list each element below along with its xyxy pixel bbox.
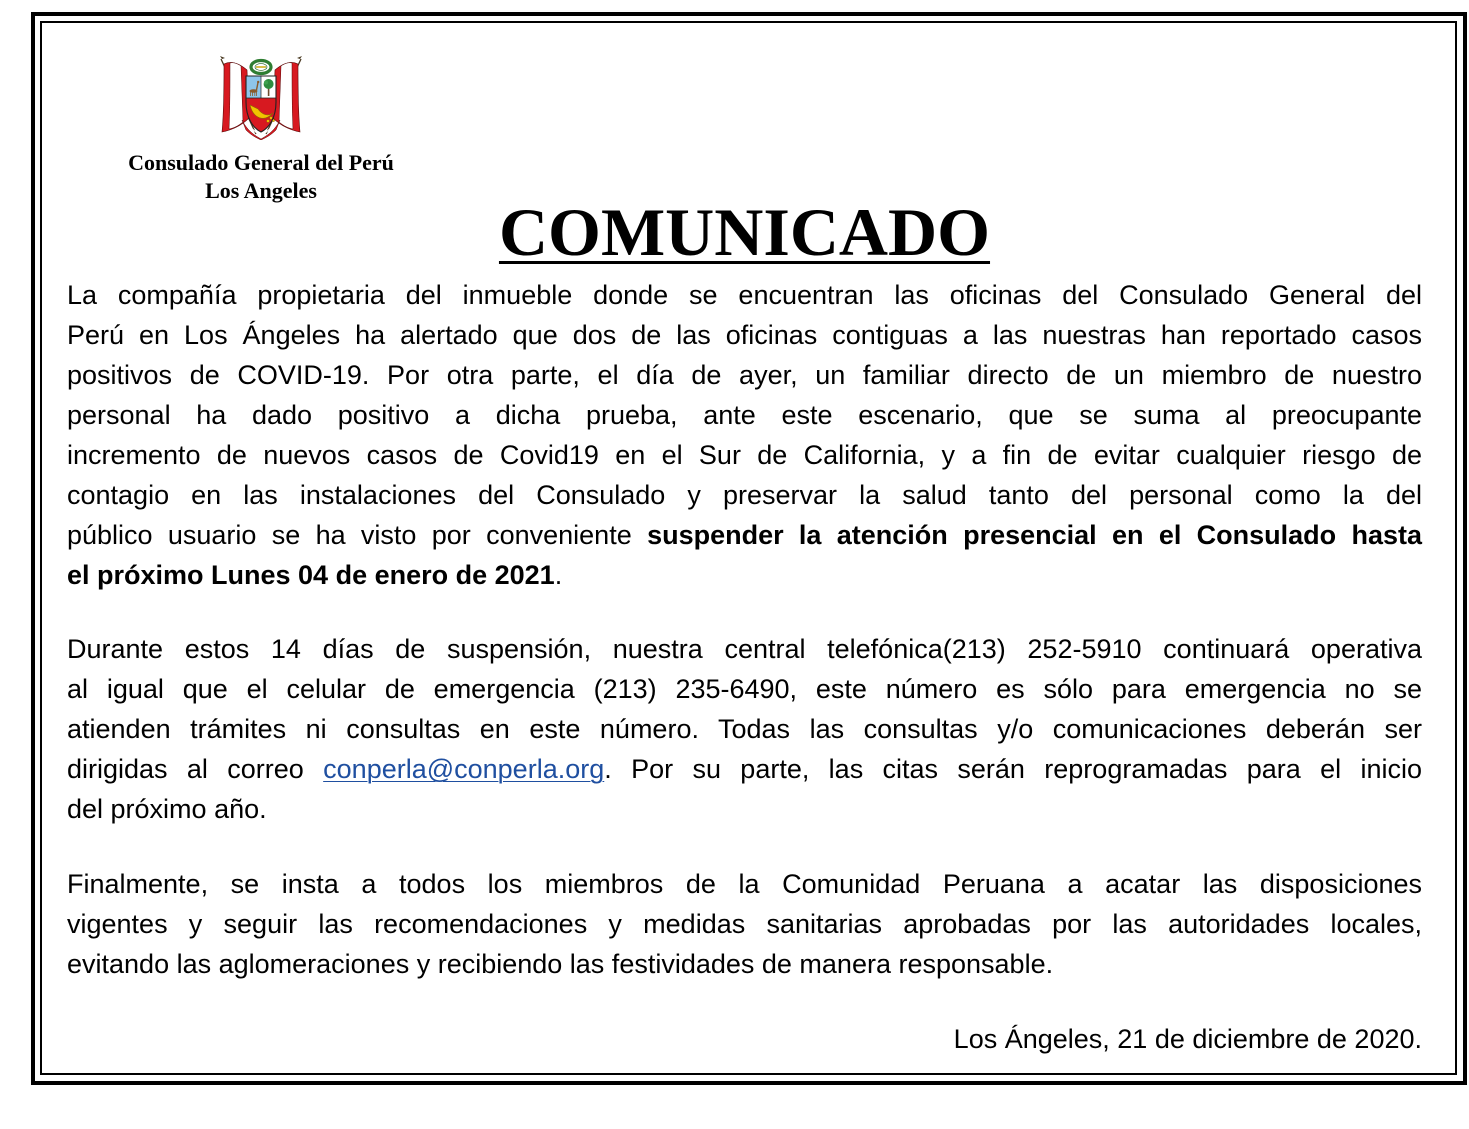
text-line: evitando las aglomeraciones y recibiendo las festividades de manera responsable.: [67, 949, 1054, 979]
text-line: atienden trámites ni consultas en este número. Todas las consultas y/o comunicaciones deberán ser: [67, 714, 1422, 744]
text-line: La compañía propietaria del inmueble donde se encuentran las oficinas del Consulado General del: [67, 280, 1422, 310]
text-line: Perú en Los Ángeles ha alertado que dos de las oficinas contiguas a las nuestras han reportado casos: [67, 320, 1422, 350]
paragraph-suspension-notice: [67, 275, 1422, 595]
bold-reopening-date: el próximo Lunes 04 de enero de 2021: [67, 560, 555, 590]
place-and-date: Los Ángeles, 21 de diciembre de 2020.: [953, 1024, 1422, 1054]
text-line: al igual que el celular de emergencia (213) 235-6490, este número es sólo para emergencia no se: [67, 674, 1422, 704]
paragraph-community-appeal: [67, 864, 1422, 984]
text-line: contagio en las instalaciones del Consulado y preservar la salud tanto del personal como la del: [67, 480, 1422, 510]
text-line: positivos de COVID-19. Por otra parte, el día de ayer, un familiar directo de un miembro de nuestro: [67, 360, 1422, 390]
text-line: personal ha dado positivo a dicha prueba, ante este escenario, que se suma al preocupante: [67, 400, 1422, 430]
text-segment: .: [554, 560, 563, 590]
holm-oak-wreath-icon: [251, 61, 271, 74]
bold-suspension-notice: suspender la atención presencial en el Consulado hasta: [647, 520, 1422, 550]
text-line: incremento de nuevos casos de Covid19 en el Sur de California, y a fin de evitar cualquier riesgo de: [67, 440, 1422, 470]
text-line: Finalmente, se insta a todos los miembros de la Comunidad Peruana a acatar las disposiciones: [67, 869, 1422, 899]
page-title: COMUNICADO: [498, 194, 991, 270]
text-segment: público usuario se ha visto por conveniente: [67, 520, 632, 550]
text-line: [67, 515, 1422, 555]
institution-name: Consulado General del Perú: [128, 150, 394, 175]
consulate-header: [111, 149, 411, 205]
text-line: [67, 749, 1422, 789]
text-segment: . Por su parte, las citas serán reprogramadas para el inicio: [604, 754, 1422, 784]
text-line: del próximo año.: [67, 794, 267, 824]
text-line: Durante estos 14 días de suspensión, nuestra central telefónica(213) 252-5910 continuará operativa: [67, 634, 1422, 664]
text-line: [67, 555, 1422, 595]
communique-body: [67, 275, 1422, 1059]
peru-coat-of-arms-icon: [218, 56, 304, 140]
institution-city: Los Angeles: [205, 178, 317, 203]
paragraph-contact-info: [67, 629, 1422, 829]
text-line: vigentes y seguir las recomendaciones y medidas sanitarias aprobadas por las autoridades locales,: [67, 909, 1422, 939]
text-segment: dirigidas al correo: [67, 754, 304, 784]
email-link[interactable]: conperla@conperla.org: [323, 754, 605, 784]
